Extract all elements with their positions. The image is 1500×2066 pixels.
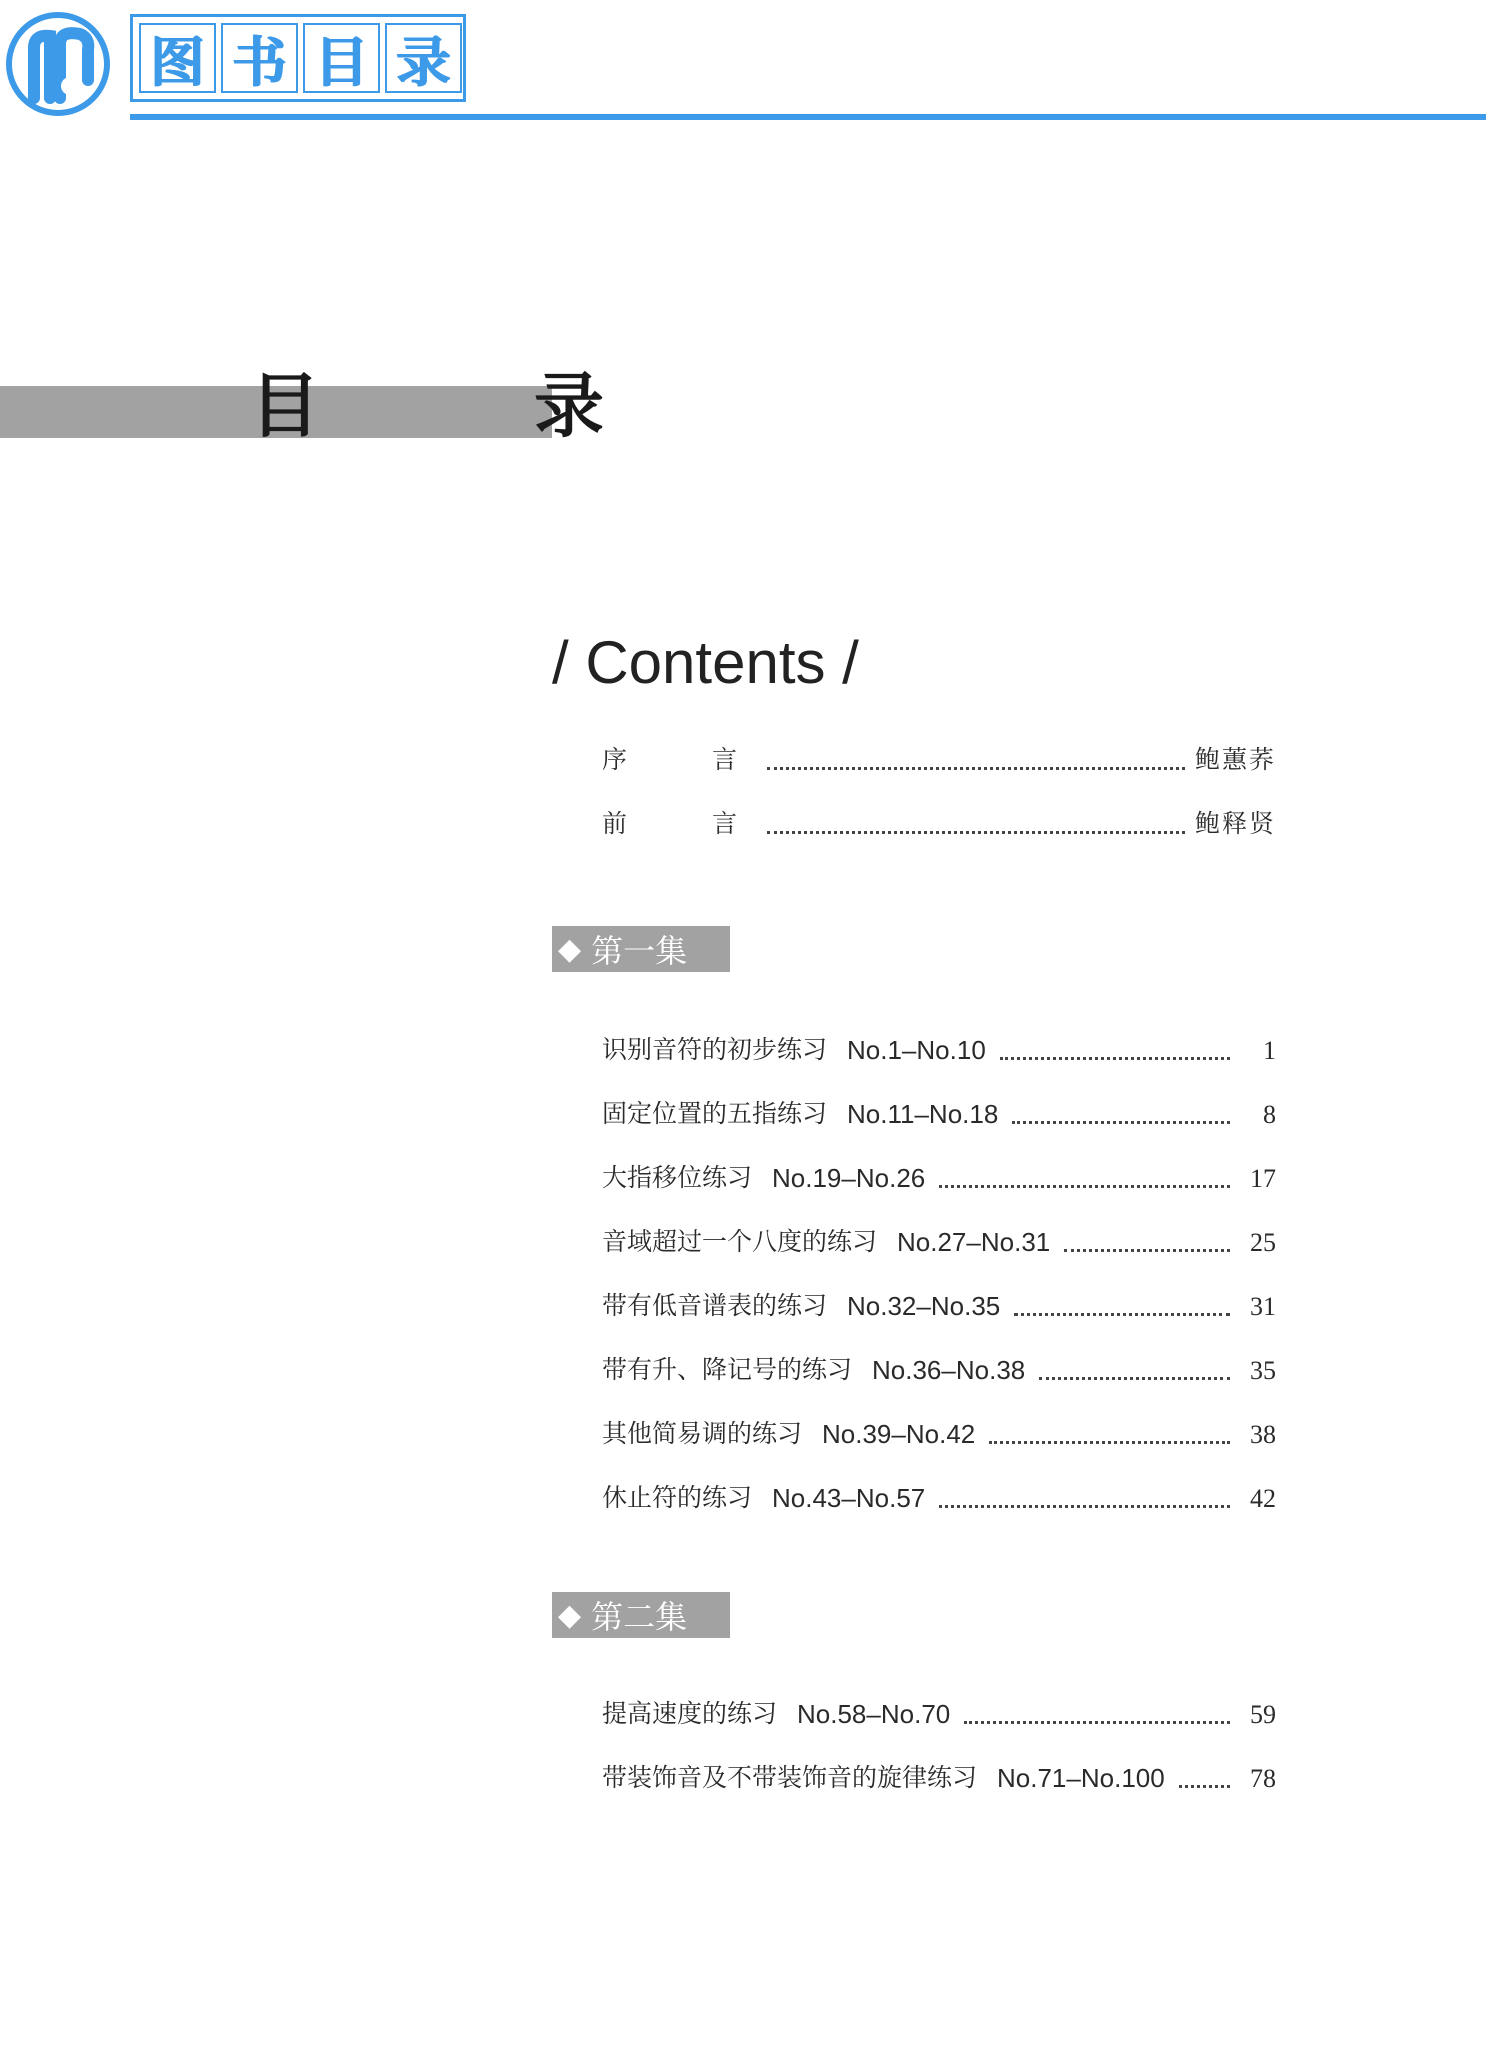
toc-item-page: 17 <box>1250 1164 1276 1193</box>
toc-item[interactable] <box>602 1414 1276 1450</box>
toc-item[interactable] <box>602 1222 1276 1258</box>
leader-dots <box>1000 1057 1230 1060</box>
section-tag-vol1 <box>552 926 730 972</box>
toc-item[interactable] <box>602 1350 1276 1386</box>
preface-author: 鲍蕙荞 <box>1194 745 1276 774</box>
toc-item-page: 59 <box>1250 1700 1276 1729</box>
toc-item-title: 固定位置的五指练习 <box>602 1099 828 1128</box>
preface-title: 前 言 <box>602 809 768 838</box>
preface-row[interactable] <box>602 740 1276 776</box>
leader-dots <box>939 1185 1230 1188</box>
toc-item[interactable] <box>602 1030 1276 1066</box>
toc-item-page: 31 <box>1250 1292 1276 1321</box>
toc-item[interactable] <box>602 1158 1276 1194</box>
toc-item-title: 休止符的练习 <box>602 1483 753 1512</box>
toc-item-title: 带有低音谱表的练习 <box>602 1291 828 1320</box>
toc-item-page: 25 <box>1250 1228 1276 1257</box>
section-label: 第一集 <box>591 932 688 970</box>
diamond-icon: ◆ <box>558 931 582 967</box>
toc-item[interactable] <box>602 1094 1276 1130</box>
toc-item-range: No.58–No.70 <box>797 1699 951 1729</box>
toc-item-page: 42 <box>1250 1484 1276 1513</box>
toc-item-range: No.43–No.57 <box>772 1483 926 1513</box>
diamond-icon: ◆ <box>558 1597 582 1633</box>
contents-heading: / Contents / <box>552 629 859 696</box>
preface-author: 鲍释贤 <box>1194 809 1276 838</box>
banner-char: 目 <box>303 23 380 93</box>
toc-item-title: 带有升、降记号的练习 <box>602 1355 853 1384</box>
toc-item[interactable] <box>602 1286 1276 1322</box>
music-note-icon <box>4 10 112 118</box>
toc-item-page: 35 <box>1250 1356 1276 1385</box>
leader-dots <box>1179 1785 1230 1788</box>
header-banner <box>130 14 466 102</box>
banner-char: 图 <box>139 23 216 93</box>
toc-item[interactable] <box>602 1694 1276 1730</box>
leader-dots <box>1039 1377 1230 1380</box>
preface-title: 序 言 <box>602 745 768 774</box>
toc-item-title: 音域超过一个八度的练习 <box>602 1227 878 1256</box>
preface-row[interactable] <box>602 804 1276 840</box>
toc-item-range: No.32–No.35 <box>847 1291 1001 1321</box>
toc-item-range: No.11–No.18 <box>847 1099 999 1129</box>
toc-item-page: 1 <box>1263 1036 1276 1065</box>
leader-dots <box>1014 1313 1230 1316</box>
toc-item[interactable] <box>602 1758 1276 1794</box>
leader-dots <box>767 767 1185 770</box>
toc-item-range: No.27–No.31 <box>897 1227 1051 1257</box>
toc-item[interactable] <box>602 1478 1276 1514</box>
toc-item-page: 8 <box>1263 1100 1276 1129</box>
toc-item-title: 识别音符的初步练习 <box>602 1035 828 1064</box>
toc-item-range: No.39–No.42 <box>822 1419 976 1449</box>
leader-dots <box>1064 1249 1230 1252</box>
toc-item-page: 78 <box>1250 1764 1276 1793</box>
toc-item-page: 38 <box>1250 1420 1276 1449</box>
toc-item-range: No.71–No.100 <box>997 1763 1165 1793</box>
header-rule <box>130 114 1486 120</box>
toc-item-range: No.36–No.38 <box>872 1355 1026 1385</box>
page-title: 目 录 <box>250 365 676 447</box>
leader-dots <box>1012 1121 1230 1124</box>
toc-item-title: 其他简易调的练习 <box>602 1419 803 1448</box>
section-label: 第二集 <box>591 1598 688 1636</box>
banner-char: 录 <box>385 23 462 93</box>
toc-item-title: 带装饰音及不带装饰音的旋律练习 <box>602 1763 978 1792</box>
leader-dots <box>989 1441 1230 1444</box>
toc-item-range: No.19–No.26 <box>772 1163 926 1193</box>
leader-dots <box>767 831 1185 834</box>
toc-item-title: 提高速度的练习 <box>602 1699 778 1728</box>
banner-char: 书 <box>221 23 298 93</box>
leader-dots <box>964 1721 1230 1724</box>
section-tag-vol2 <box>552 1592 730 1638</box>
toc-item-range: No.1–No.10 <box>847 1035 986 1065</box>
leader-dots <box>939 1505 1230 1508</box>
toc-item-title: 大指移位练习 <box>602 1163 753 1192</box>
